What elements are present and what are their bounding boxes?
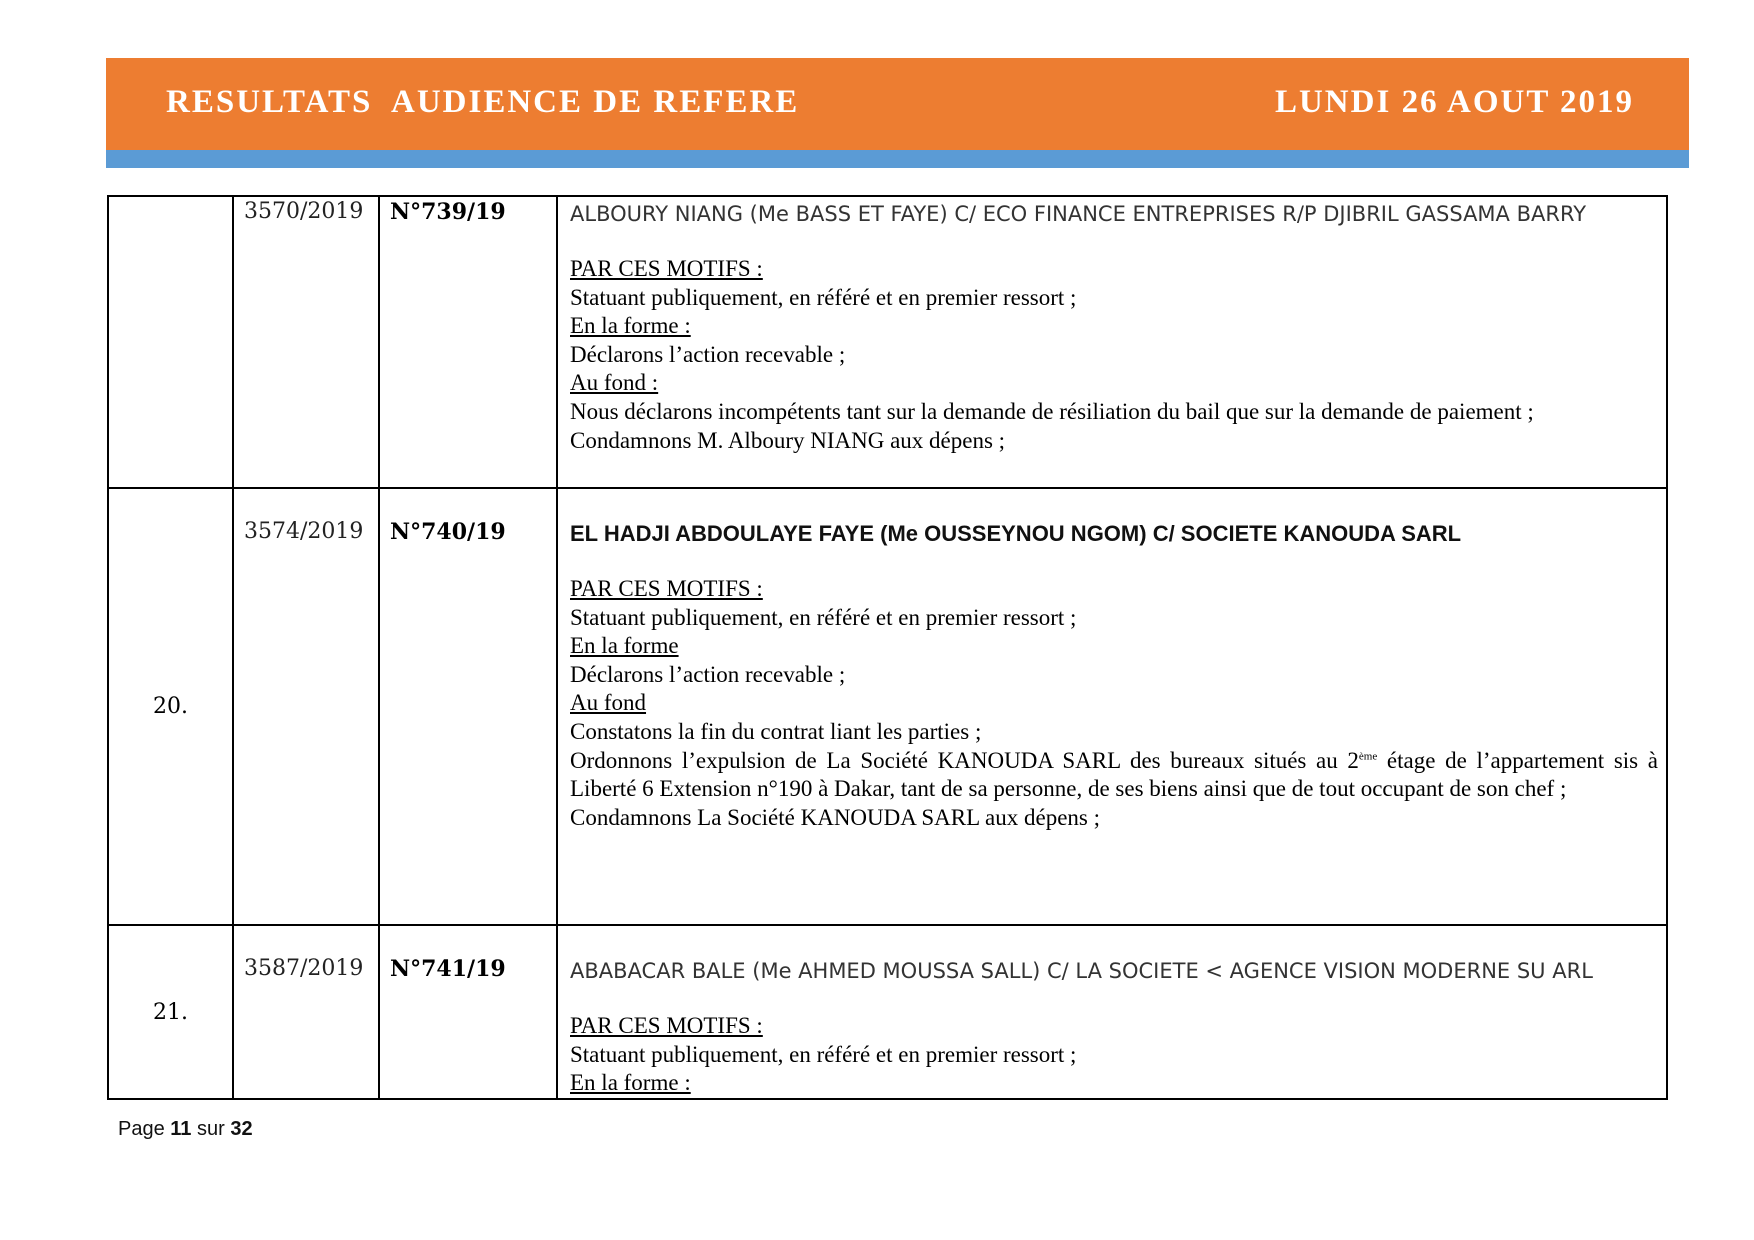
table-row (108, 925, 1667, 1099)
page-separator: sur (197, 1118, 225, 1140)
ruling-line: Constatons la fin du contrat liant les parties ; (570, 718, 982, 744)
ruling-line: Nous déclarons incompétents tant sur la demande de résiliation du bail que sur la demande de paiement ; (570, 398, 1534, 424)
case-number: 3574/2019 (233, 488, 379, 925)
ruling-line: Statuant publiquement, en référé et en premier ressort ; (570, 604, 1077, 630)
ruling-heading: PAR CES MOTIFS : (570, 576, 763, 601)
order-number: N°741/19 (379, 925, 557, 1099)
results-table (107, 195, 1668, 1100)
ruling-text: Ordonnons l’expulsion de La Société KANOUDA SARL des bureaux situés au 2 (570, 747, 1359, 773)
header-stripe (106, 150, 1689, 168)
page-current: 11 (170, 1118, 192, 1140)
ruling-line: Déclarons l’action recevable ; (570, 341, 846, 367)
document-title: RESULTATS AUDIENCE DE REFERE (166, 84, 800, 120)
ruling-text: étage de l’appartement sis à Liberté 6 Extension n°190 à Dakar, tant de sa personne, de ses biens ainsi que de tout occupant de son chef ; (570, 747, 1658, 802)
parties-line: ABABACAR BALE (Me AHMED MOUSSA SALL) C/ LA SOCIETE < AGENCE VISION MODERNE SU ARL (570, 959, 1593, 983)
row-number: 20. (108, 488, 233, 925)
case-number: 3587/2019 (233, 925, 379, 1099)
section-merits: Au fond : (570, 370, 659, 396)
order-number: N°739/19 (379, 196, 557, 488)
table-row (108, 196, 1667, 488)
section-merits: Au fond (570, 690, 647, 716)
ruling-line: Statuant publiquement, en référé et en premier ressort ; (570, 1041, 1077, 1067)
ruling-heading: PAR CES MOTIFS : (570, 256, 763, 281)
hearing-date: LUNDI 26 AOUT 2019 (1274, 84, 1634, 120)
order-number: N°740/19 (379, 488, 557, 925)
section-form: En la forme : (570, 313, 691, 339)
ruling-line: Condamnons M. Alboury NIANG aux dépens ; (570, 427, 1006, 453)
ruling-line (570, 747, 1658, 804)
page-label: Page (118, 1118, 165, 1140)
row-number: 21. (108, 925, 233, 1099)
ruling-line: Statuant publiquement, en référé et en premier ressort ; (570, 284, 1077, 310)
ruling-cell (557, 925, 1667, 1099)
ruling-cell (557, 488, 1667, 925)
section-form: En la forme (570, 633, 679, 659)
page-footer (118, 1118, 253, 1141)
ruling-cell (557, 196, 1667, 488)
parties-line: EL HADJI ABDOULAYE FAYE (Me OUSSEYNOU NGOM) C/ SOCIETE KANOUDA SARL (570, 521, 1462, 546)
table-row (108, 488, 1667, 925)
ruling-line: Condamnons La Société KANOUDA SARL aux dépens ; (570, 804, 1100, 830)
parties-line: ALBOURY NIANG (Me BASS ET FAYE) C/ ECO FINANCE ENTREPRISES R/P DJIBRIL GASSAMA BARRY (570, 202, 1587, 226)
ordinal-superscript: ème (1358, 749, 1378, 762)
page-total: 32 (230, 1118, 253, 1140)
section-form: En la forme : (570, 1070, 691, 1096)
case-number: 3570/2019 (233, 196, 379, 488)
ruling-heading: PAR CES MOTIFS : (570, 1013, 763, 1038)
row-number (108, 196, 233, 488)
ruling-line: Déclarons l’action recevable ; (570, 661, 846, 687)
